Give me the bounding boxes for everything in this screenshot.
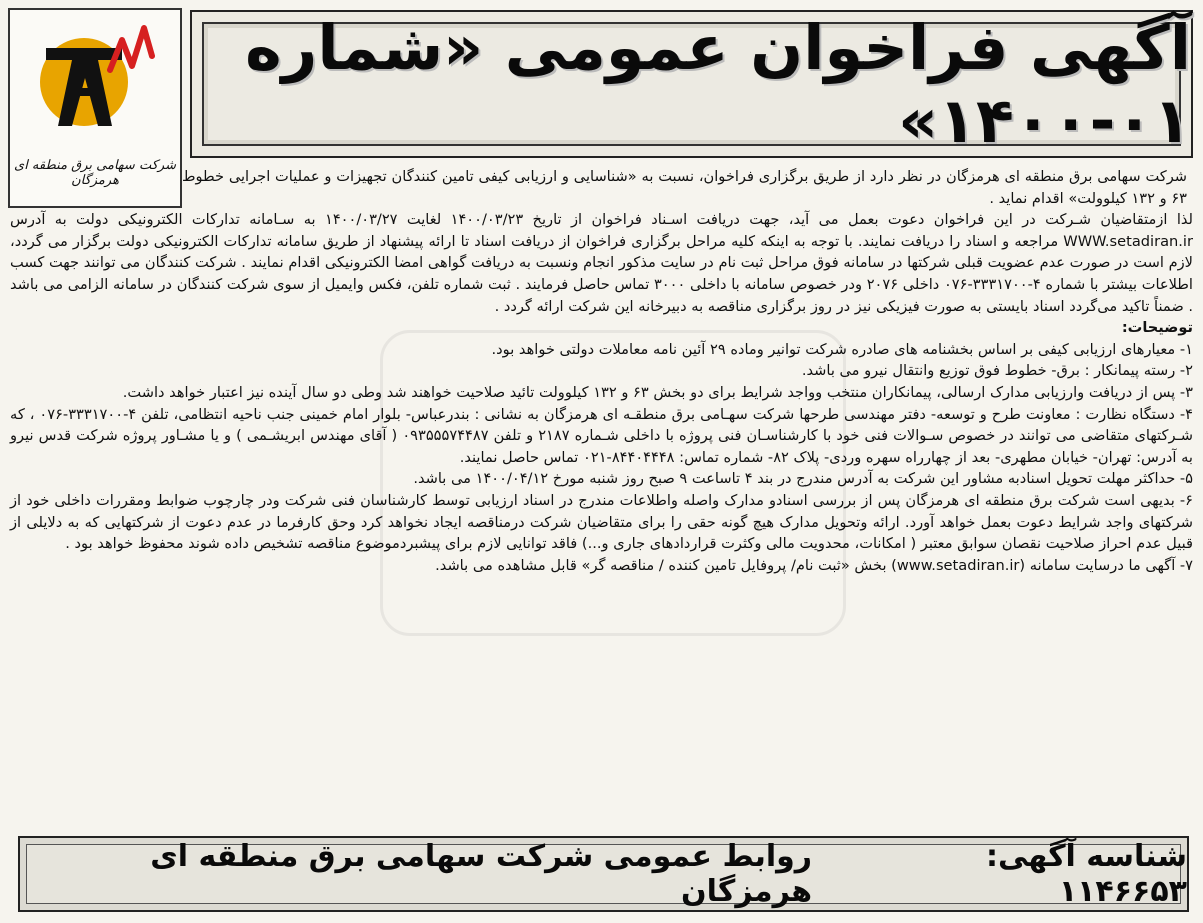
footer-text (20, 839, 1187, 909)
page-title: آگهی فراخوان عمومی «شماره ۰۱-۱۴۰۰» (245, 11, 1191, 157)
note-item: ۳- پس از دریافت وارزیابی مدارک ارسالی، پیمانکاران منتخب وواجد شرایط برای دو بخش ۶۳ و ۱۳۲ کیلوولت تائید صلاحیت خواهند شد وطی دو سال آینده نیز اعتبار خواهد داشت. (122, 383, 1193, 401)
power-company-logo-icon (32, 22, 160, 134)
note-item: ۷- آگهی ما درسایت سامانه (www.setadiran.ir) بخش «ثبت نام/ پروفایل تامین کننده / مناقصه گر» قابل مشاهده می باشد. (435, 556, 1193, 574)
notes-heading: توضیحات: (1121, 319, 1193, 337)
logo-caption: شرکت سهامی برق منطقه ای هرمزگان (14, 158, 176, 188)
note-item: ۱- معیارهای ارزیابی کیفی بر اساس بخشنامه های صادره شرکت توانیر وماده ۲۹ آئین نامه معاملات دولتی خواهد بود. (491, 340, 1193, 358)
note-item: ۴- دستگاه نظارت : معاونت طرح و توسعه- دفتر مهندسی طرحها شرکت سهـامی برق منطقـه ای هرمزگان به نشانی : بندرعباس- بلوار امام خمینی جنب ناحیه انتظامی، تلفن ۴-۳۳۳۱۷۰۰-۰۷۶ ، که شـرکتهای متقاضی می توانند در خصوص سـوالات فنی خود با کارشناسـان فنی پروژه با داخلی شـماره ۲۱۸۷ و تلفن ۰۹۳۵۵۵۷۴۴۸۷ ( آقای مهندس ابریشـمی ) و یا مشـاور پروژه شرکت قدس نیرو به آدرس: تهران- خیابان مطهری- بعد از چهارراه سهره وردی- پلاک ۸۲- شماره تماس: ۸۴۴۰۴۴۴۸-۰۲۱ تماس حاصل نمایند. (10, 405, 1194, 466)
instructions-paragraph: لذا ازمتقاضیان شـرکت در این فراخوان دعوت بعمل می آید، جهت دریافت اسـناد فراخوان از تاریخ ۱۴۰۰/۰۳/۲۳ لغایت ۱۴۰۰/۰۳/۲۷ به سـامانه تدارکات الکترونیکی دولت به آدرس WWW.setadiran.ir مراجعه و اسناد را دریافت نمایند. با توجه به اینکه کلیه مراحل برگزاری فراخوان از دریافت اسناد تا ارائه پیشنهاد از طریق سامانه تدارکات الکترونیکی دولت برگزار می گردد، لازم است در صورت عدم عضویت قبلی شرکتها در سامانه فوق مراحل ثبت نام در سایت مذکور انجام ونسبت به دریافت گواهی امضا الکترونیکی اقدام نمایند . شرکت کنندگان می توانند جهت کسب اطلاعات بیشتر با شماره ۴-۳۳۳۱۷۰۰-۰۷۶ داخلی ۲۰۷۶ ودر خصوص سامانه با داخلی ۳۰۰۰ تماس حاصل فرمایند . ثبت شماره تلفن، فکس وایمیل از سوی شرکت کنندگان در سامانه الزامی می باشد . ضمناً تاکید می‌گردد اسناد بایستی به صورت فیزیکی نیز در روز برگزاری مناقصه به دبیرخانه این شرکت ارائه گردد . (10, 211, 1193, 315)
issuer-name: روابط عمومی شرکت سهامی برق منطقه ای هرمزگان (150, 839, 813, 909)
note-item: ۵- حداکثر مهلت تحویل اسنادبه مشاور این شرکت به آدرس مندرج در بند ۴ تاساعت ۹ صبح روز شنبه مورخ ۱۴۰۰/۰۴/۱۲ می باشد. (413, 470, 1193, 488)
announcement-body (10, 166, 1193, 576)
title-banner (190, 10, 1193, 158)
note-item: ۲- رسته پیمانکار : برق- خطوط فوق توزیع وانتقال نیرو می باشد. (801, 362, 1193, 380)
footer-banner (18, 836, 1189, 912)
note-item: ۶- بدیهی است شرکت برق منطقه ای هرمزگان پس از بررسی اسنادو مدارک واصله واطلاعات مندرج در اسناد ارزیابی توسط کارشناسان فنی شرکت ودر چارچوب ضوابط ومقررات داخلی خود از شرکتهای واجد شرایط دعوت بعمل خواهد آورد. ارائه وتحویل مدارک هیچ گونه حقی را برای متقاضیان شرکت درمناقصه ایجاد نخواهد کرد وحق کارفرما در عدم دعوت از شرکتهایی که به دلایلی از قبیل عدم احراز صلاحیت نقصان سوابق معتبر ( امکانات، محدویت مالی وکثرت قراردادهای جاری و...) فاقد توانایی لازم برای پیشبردموضوع مناقصه تشخیص داده شوند محفوظ خواهد بود . (10, 491, 1193, 553)
ad-id: شناسه آگهی: ۱۱۴۶۶۵۳ (985, 839, 1187, 909)
intro-paragraph: شرکت سهامی برق منطقه ای هرمزگان در نظر دارد از طریق برگزاری فراخوان، نسبت به «شناسایی و ارزیابی کیفی تامین کنندگان تجهیزات و عملیات اجرایی خطوط ۶۳ و ۱۳۲ کیلوولت» اقدام نماید . (182, 168, 1187, 207)
